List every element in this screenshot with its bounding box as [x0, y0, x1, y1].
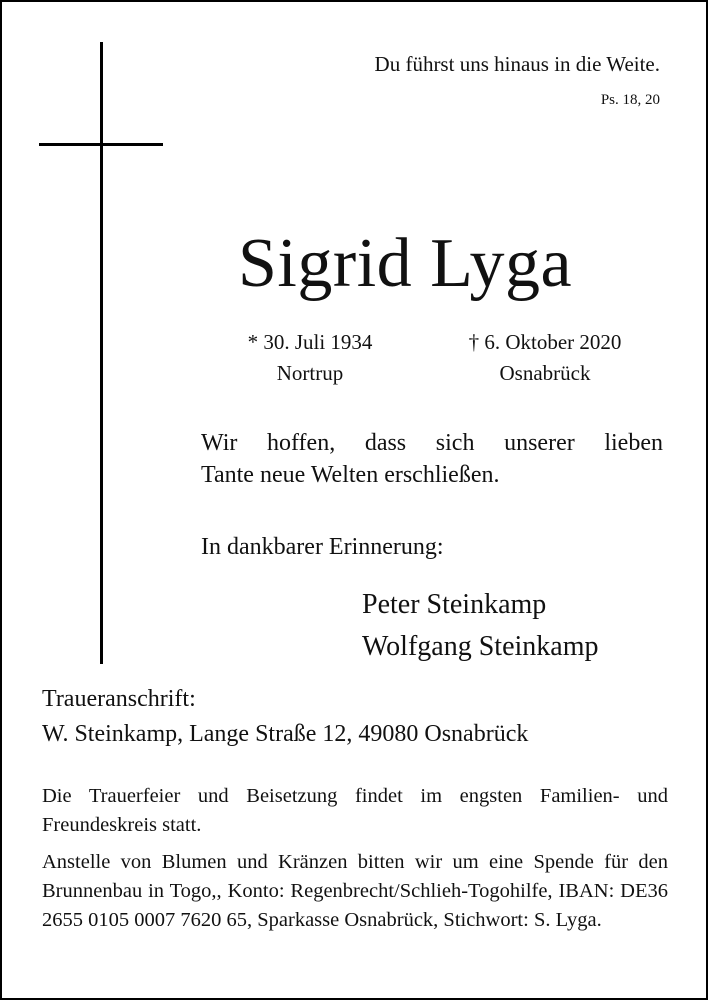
message-word: Wir: [201, 430, 238, 456]
farewell-message-line-2: Tante neue Welten erschließen.: [201, 462, 500, 488]
donation-notice: Anstelle von Blumen und Kränzen bitten wir um eine Spende für den Brunnenbau in Togo,, Konto: Regenbrecht/Schlieh-Togohilfe, IBAN: DE36 2655 0105 0007 7620 65, Sparkasse Osnabrück, Stichwort: S. Lyga.: [42, 851, 668, 931]
birth-date: * 30. Juli 1934: [247, 330, 373, 354]
signers-list: [362, 584, 598, 668]
message-word: sich: [435, 430, 475, 456]
remembrance-line: In dankbarer Erinnerung:: [201, 534, 444, 560]
address-label: Traueranschrift:: [42, 686, 196, 712]
birth-place: Nortrup: [276, 361, 344, 385]
deceased-name: Sigrid Lyga: [238, 225, 573, 302]
message-word: dass: [364, 430, 407, 456]
message-word: hoffen,: [266, 430, 336, 456]
message-word: unserer: [504, 430, 575, 456]
cross-icon: [100, 42, 103, 664]
signer-name: Wolfgang Steinkamp: [362, 631, 599, 662]
mourning-address: W. Steinkamp, Lange Straße 12, 49080 Osnabrück: [42, 721, 529, 747]
cross-icon-bar: [39, 143, 163, 146]
birth-info: [222, 327, 398, 389]
death-place: Osnabrück: [499, 361, 591, 385]
psalm-reference: Ps. 18, 20: [600, 92, 660, 108]
farewell-message: [201, 427, 663, 491]
message-word: lieben: [604, 430, 663, 456]
death-date: † 6. Oktober 2020: [468, 330, 622, 354]
ceremony-notice: Die Trauerfeier und Beisetzung findet im engsten Familien- und Freundeskreis statt.: [42, 785, 668, 836]
farewell-message-line-1: [201, 427, 663, 459]
signer-name: Peter Steinkamp: [362, 589, 547, 620]
death-info: [440, 327, 650, 389]
psalm-quote: Du führst uns hinaus in die Weite.: [374, 52, 660, 76]
